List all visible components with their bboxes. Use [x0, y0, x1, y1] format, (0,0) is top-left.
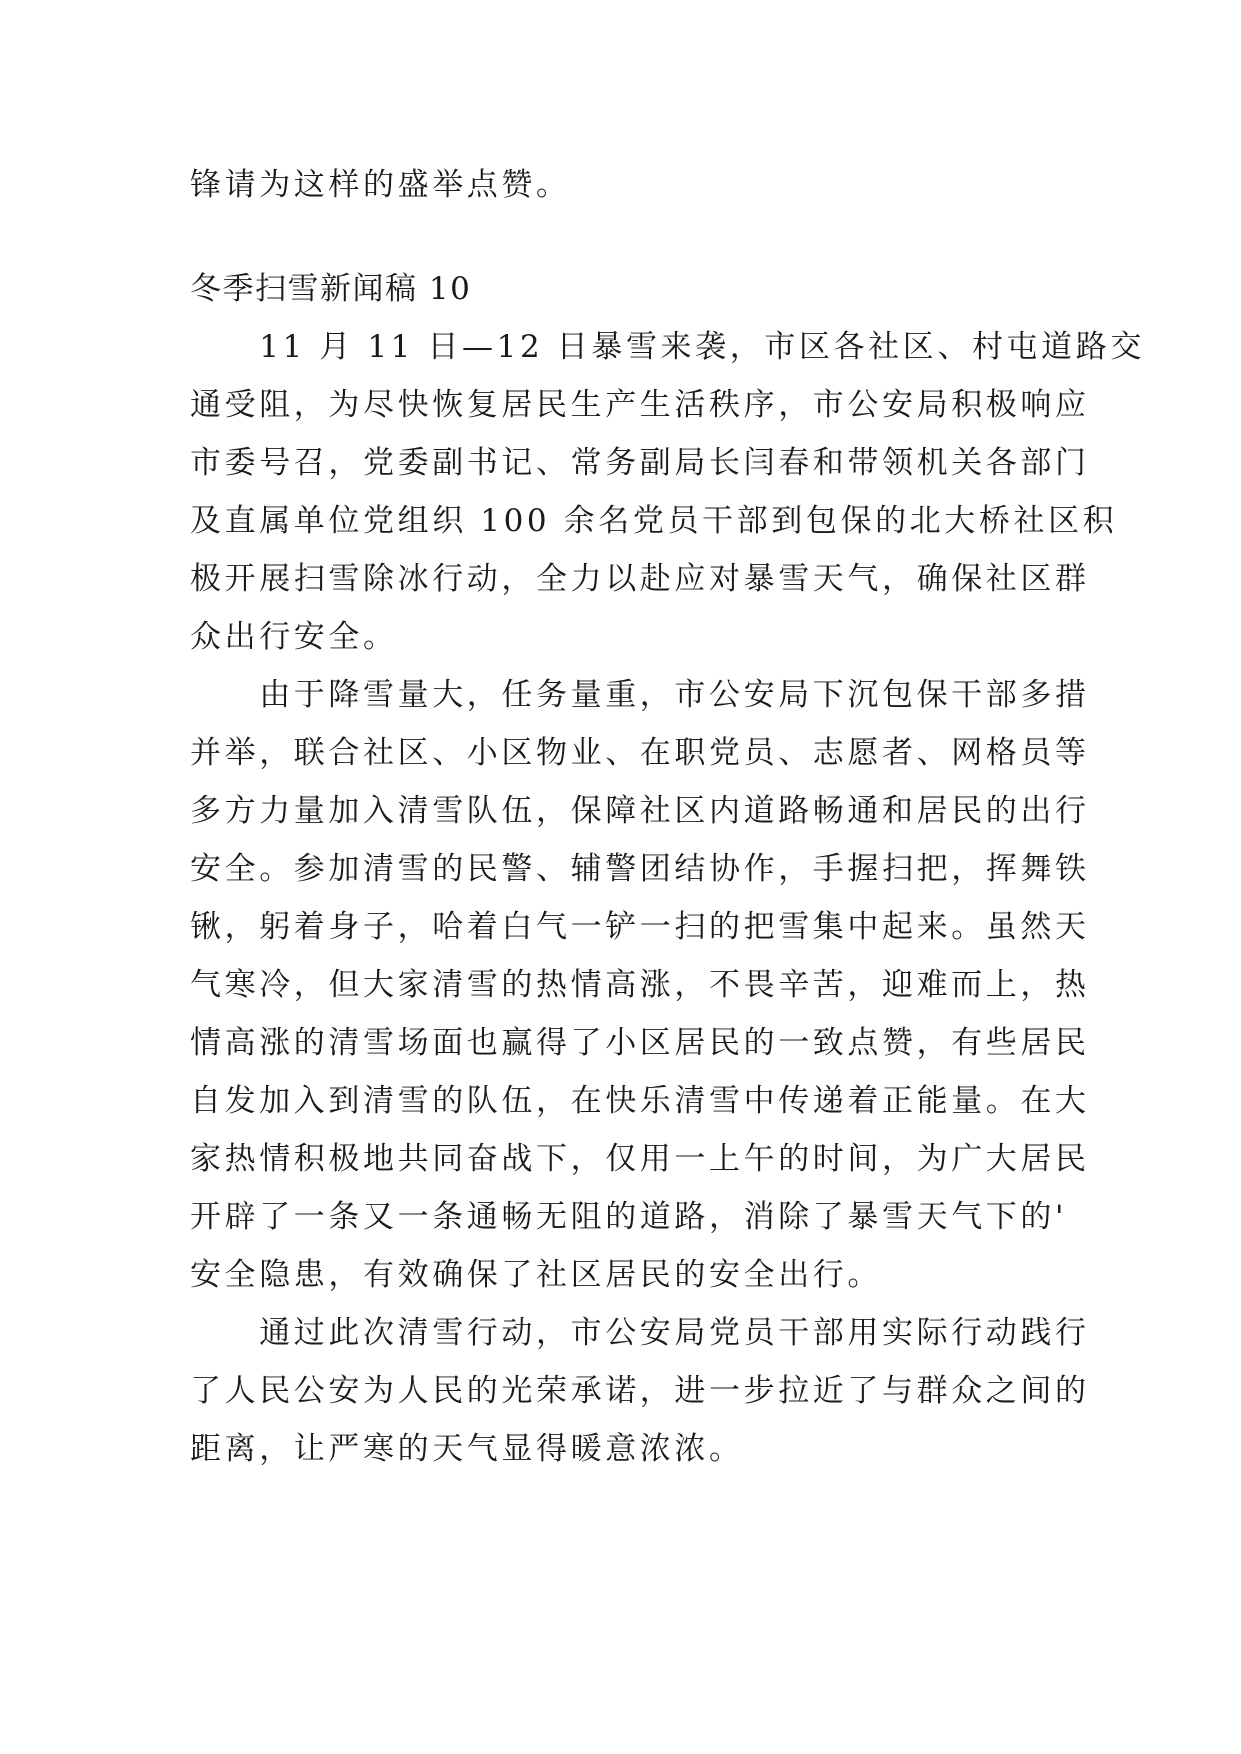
paragraph-line: 多方力量加入清雪队伍，保障社区内道路畅通和居民的出行	[190, 793, 1090, 829]
paragraph-line: 了人民公安为人民的光荣承诺，进一步拉近了与群众之间的	[190, 1373, 1090, 1409]
paragraph-line: 众出行安全。	[190, 619, 398, 655]
paragraph-line: 安全。参加清雪的民警、辅警团结协作，手握扫把，挥舞铁	[190, 851, 1090, 887]
article-title: 冬季扫雪新闻稿 10	[190, 271, 472, 307]
paragraph-line: 自发加入到清雪的队伍，在快乐清雪中传递着正能量。在大	[190, 1083, 1090, 1119]
paragraph-line: 及直属单位党组织 100 余名党员干部到包保的北大桥社区积	[190, 503, 1118, 539]
paragraph-line: 距离，让严寒的天气显得暖意浓浓。	[190, 1431, 744, 1467]
document-body	[190, 156, 1145, 1478]
paragraph-line: 气寒冷，但大家清雪的热情高涨，不畏辛苦，迎难而上，热	[190, 967, 1090, 1003]
paragraph-line: 由于降雪量大，任务量重，市公安局下沉包保干部多措	[190, 677, 1090, 713]
paragraph-1	[190, 318, 1145, 666]
paragraph-2	[190, 666, 1090, 1304]
paragraph-line: 锹，躬着身子，哈着白气一铲一扫的把雪集中起来。虽然天	[190, 909, 1090, 945]
section-spacer	[190, 214, 1055, 260]
paragraph-line: 安全隐患，有效确保了社区居民的安全出行。	[190, 1257, 882, 1293]
paragraph-line: 通受阻，为尽快恢复居民生产生活秩序，市公安局积极响应	[190, 387, 1090, 423]
intro-line: 锋请为这样的盛举点赞。	[190, 167, 571, 203]
paragraph-line: 极开展扫雪除冰行动，全力以赴应对暴雪天气，确保社区群	[190, 561, 1090, 597]
paragraph-line: 通过此次清雪行动，市公安局党员干部用实际行动践行	[190, 1315, 1090, 1351]
paragraph-line: 并举，联合社区、小区物业、在职党员、志愿者、网格员等	[190, 735, 1090, 771]
paragraph-3	[190, 1304, 1090, 1478]
paragraph-line: 情高涨的清雪场面也赢得了小区居民的一致点赞，有些居民	[190, 1025, 1090, 1061]
paragraph-line: 市委号召，党委副书记、常务副局长闫春和带领机关各部门	[190, 445, 1090, 481]
paragraph-line: 家热情积极地共同奋战下，仅用一上午的时间，为广大居民	[190, 1141, 1090, 1177]
paragraph-line: 开辟了一条又一条通畅无阻的道路，消除了暴雪天气下的'	[190, 1199, 1068, 1235]
paragraph-line: 11 月 11 日—12 日暴雪来袭，市区各社区、村屯道路交	[190, 329, 1145, 365]
